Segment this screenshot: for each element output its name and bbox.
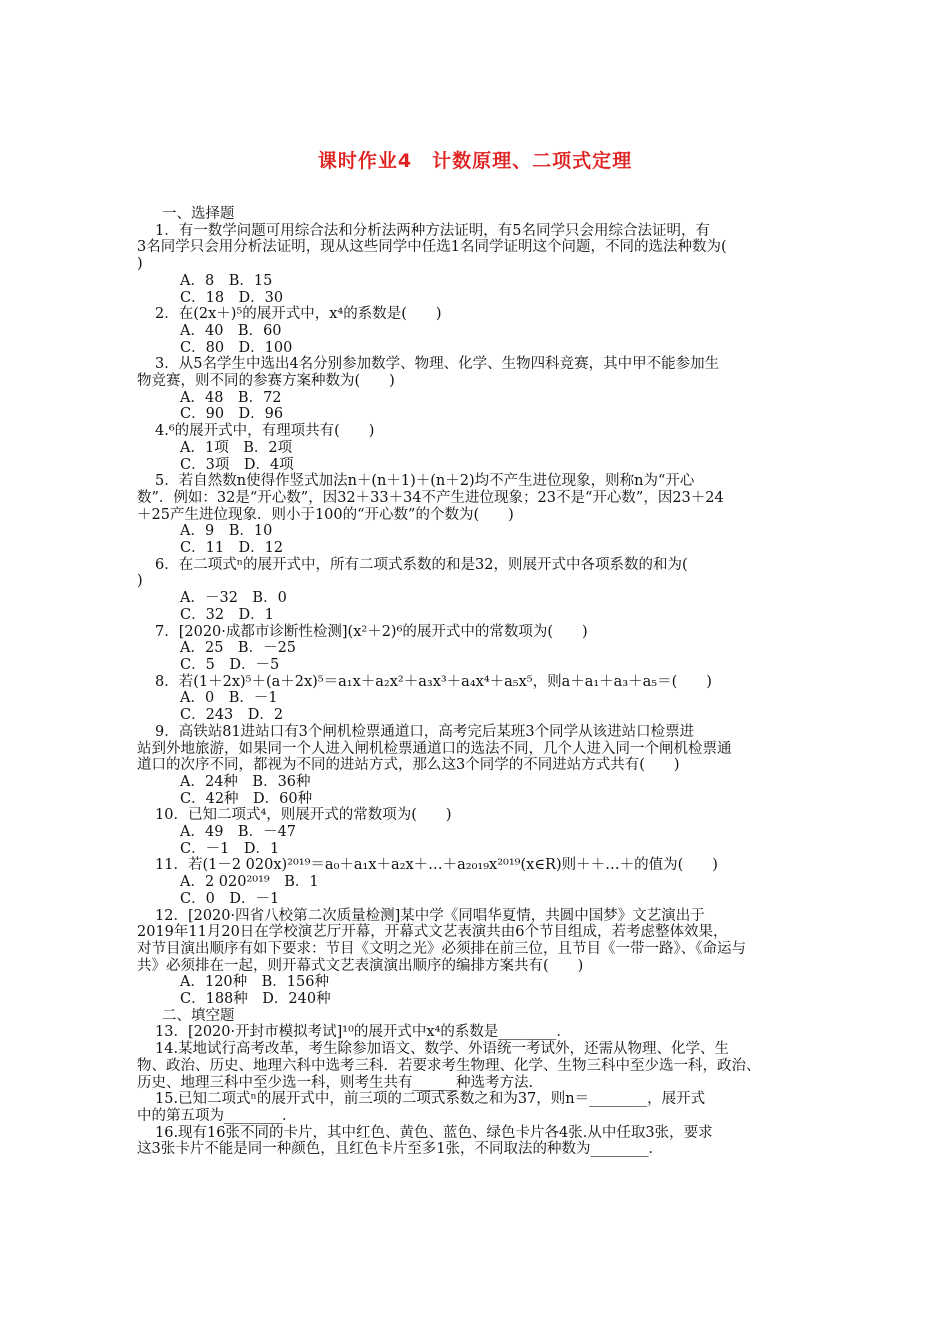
answer-options: C．3项 D．4项 bbox=[180, 456, 294, 473]
answer-options: C．90 D．96 bbox=[180, 406, 284, 423]
text-line: 11．若(1－2 020x)²⁰¹⁹＝a₀＋a₁x＋a₂x＋…＋a₂₀₁₉x²⁰¹⁹(x∈R)则＋＋…＋的值为( ) bbox=[155, 857, 718, 874]
text-line: 共》必须排在一起，则开幕式文艺表演演出顺序的编排方案共有( ) bbox=[137, 957, 584, 974]
text-line: 10．已知二项式⁴，则展开式的常数项为( ) bbox=[155, 807, 452, 824]
text-line: 6．在二项式ⁿ的展开式中，所有二项式系数的和是32，则展开式中各项系数的和为( bbox=[155, 556, 688, 573]
answer-options: C．42种 D．60种 bbox=[180, 790, 313, 807]
text-line: 对节目演出顺序有如下要求：节目《文明之光》必须排在前三位，且节目《一带一路》、《命运与 bbox=[137, 940, 746, 957]
answer-options: A．8 B．15 bbox=[180, 272, 273, 289]
section-heading: 一、选择题 bbox=[162, 206, 235, 222]
answer-options: C．80 D．100 bbox=[180, 339, 293, 356]
answer-options: A．25 B．－25 bbox=[180, 640, 297, 657]
text-line: 道口的次序不同，都视为不同的进站方式，那么这3个同学的不同进站方式共有( ) bbox=[137, 757, 680, 774]
text-line: ＋25产生进位现象．则小于100的“开心数”的个数为( ) bbox=[137, 506, 514, 523]
answer-options: C．243 D．2 bbox=[180, 707, 284, 724]
text-line: 9．高铁站81进站口有3个闸机检票通道口，高考完后某班3个同学从该进站口检票进 bbox=[155, 723, 695, 740]
text-line: 4.⁶的展开式中，有理项共有( ) bbox=[155, 423, 375, 440]
text-line: 3．从5名学生中选出4名分别参加数学、物理、化学、生物四科竞赛，其中甲不能参加生 bbox=[155, 356, 720, 373]
text-line: 站到外地旅游，如果同一个人进入闸机检票通道口的选法不同，几个人进入同一个闸机检票通 bbox=[137, 740, 732, 757]
text-line: 数”．例如：32是“开心数”，因32＋33＋34不产生进位现象；23不是“开心数”，因23＋24 bbox=[137, 489, 724, 506]
text-line: 12．[2020·四省八校第二次质量检测]某中学《同唱华夏情，共圆中国梦》文艺演出于 bbox=[155, 907, 705, 924]
text-line: 15.已知二项式ⁿ的展开式中，前三项的二项式系数之和为37，则n＝________，展开式 bbox=[155, 1091, 706, 1108]
text-line: 7．[2020·成都市诊断性检测](x²＋2)⁶的展开式中的常数项为( ) bbox=[155, 623, 588, 640]
text-line: 3名同学只会用分析法证明，现从这些同学中任选1名同学证明这个问题，不同的选法种数为( bbox=[137, 239, 727, 256]
text-line: 16.现有16张不同的卡片，其中红色、黄色、蓝色、绿色卡片各4张.从中任取3张，要求 bbox=[155, 1124, 713, 1141]
answer-options: C．－1 D．1 bbox=[180, 840, 280, 857]
text-line: 2019年11月20日在学校演艺厅开幕，开幕式文艺表演共由6个节目组成，若考虑整体效果， bbox=[137, 924, 728, 941]
answer-options: A．48 B．72 bbox=[180, 389, 282, 406]
answer-options: C．32 D．1 bbox=[180, 606, 274, 623]
text-line: 8．若(1＋2x)⁵＋(a＋2x)⁵＝a₁x＋a₂x²＋a₃x³＋a₄x⁴＋a₅x⁵，则a＋a₁＋a₃＋a₅＝( ) bbox=[155, 673, 712, 690]
text-line: 2．在(2x＋)⁵的展开式中，x⁴的系数是( ) bbox=[155, 306, 442, 323]
answer-options: C．0 D．－1 bbox=[180, 890, 280, 907]
text-line: 中的第五项为________． bbox=[137, 1107, 297, 1124]
page-title: 课时作业4 计数原理、二项式定理 bbox=[317, 150, 633, 172]
text-line: 物、政治、历史、地理六科中选考三科．若要求考生物理、化学、生物三科中至少选一科，政治、 bbox=[137, 1057, 761, 1074]
answer-options: A．2 020²⁰¹⁹ B．1 bbox=[180, 874, 319, 891]
answer-options: A．1项 B．2项 bbox=[180, 439, 293, 456]
answer-options: A．－32 B．0 bbox=[180, 590, 287, 607]
answer-options: A．40 B．60 bbox=[180, 322, 282, 339]
text-line: 1．有一数学问题可用综合法和分析法两种方法证明，有5名同学只会用综合法证明，有 bbox=[155, 222, 710, 239]
answer-options: C．188种 D．240种 bbox=[180, 991, 331, 1008]
text-line: 13．[2020·开封市模拟考试]¹⁰的展开式中x⁴的系数是________． bbox=[155, 1024, 571, 1041]
text-line: 5．若自然数n使得作竖式加法n＋(n＋1)＋(n＋2)均不产生进位现象，则称n为“开心 bbox=[155, 473, 695, 490]
text-line: 14.某地试行高考改革，考生除参加语文、数学、外语统一考试外，还需从物理、化学、生 bbox=[155, 1041, 730, 1058]
document-body bbox=[137, 206, 813, 1158]
answer-options: A．49 B．－47 bbox=[180, 824, 297, 841]
answer-options: C．18 D．30 bbox=[180, 289, 284, 306]
text-line: 物竞赛，则不同的参赛方案种数为( ) bbox=[137, 373, 395, 390]
text-line: ) bbox=[137, 256, 143, 273]
text-line: 历史、地理三科中至少选一科，则考生共有______种选考方法. bbox=[137, 1074, 534, 1091]
text-line: ) bbox=[137, 573, 143, 590]
answer-options: C．11 D．12 bbox=[180, 540, 284, 557]
answer-options: A．0 B．－1 bbox=[180, 690, 278, 707]
answer-options: C．5 D．－5 bbox=[180, 656, 280, 673]
text-line: 这3张卡片不能是同一种颜色，且红色卡片至多1张，不同取法的种数为________． bbox=[137, 1141, 663, 1158]
answer-options: A．24种 B．36种 bbox=[180, 773, 311, 790]
section-heading: 二、填空题 bbox=[162, 1007, 235, 1024]
answer-options: A．9 B．10 bbox=[180, 523, 273, 540]
answer-options: A．120种 B．156种 bbox=[180, 974, 329, 991]
